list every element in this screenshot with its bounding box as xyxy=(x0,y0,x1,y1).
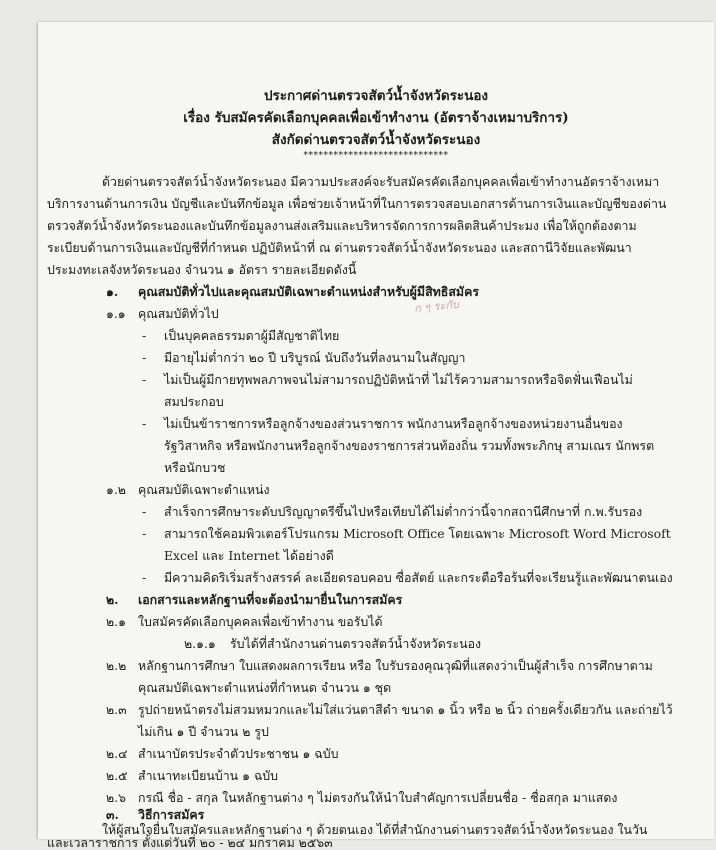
item-number: ๒.๖ xyxy=(106,790,126,805)
list-item: ไม่เป็นผู้มีกายทุพพลภาพจนไม่สามารถปฏิบัติหน้าที่ ไม่ไร้ความสามารถหรือจิตฟั่นเฟือนไม่ xyxy=(164,372,633,387)
item-text: ใบสมัครคัดเลือกบุคคลเพื่อเข้าทำงาน ขอรับได้ xyxy=(138,614,383,629)
item-text: รูปถ่ายหน้าตรงไม่สวมหมวกและไม่ใส่แว่นตาสีดำ ขนาด ๑ นิ้ว หรือ ๒ นิ้ว ถ่ายครั้งเดียวกัน และถ่ายไว้ xyxy=(138,702,673,717)
faint-stamp-mark: ก ๆ ระกับ xyxy=(413,297,460,316)
item-text: รับได้ที่สำนักงานด่านตรวจสัตว์น้ำจังหวัดระนอง xyxy=(230,636,482,651)
section-2-title: เอกสารและหลักฐานที่จะต้องนำมายื่นในการสมัคร xyxy=(138,592,403,607)
item-text: หลักฐานการศึกษา ใบแสดงผลการเรียน หรือ ใบรับรองคุณวุฒิที่แสดงว่าเป็นผู้สำเร็จ การศึกษาตาม xyxy=(138,658,653,673)
list-item: เป็นบุคคลธรรมดาผู้มีสัญชาติไทย xyxy=(164,328,340,343)
item-text: กรณี ชื่อ - สกุล ในหลักฐานต่าง ๆ ไม่ตรงกันให้นำใบสำคัญการเปลี่ยนชื่อ - ชื่อสกุล มาแสดง xyxy=(138,790,618,805)
list-item: สามารถใช้คอมพิวเตอร์โปรแกรม Microsoft Office โดยเฉพาะ Microsoft Word Microsoft xyxy=(164,526,671,541)
list-item: สำเร็จการศึกษาระดับปริญญาตรีขึ้นไปหรือเทียบได้ไม่ต่ำกว่านี้จากสถานีศึกษาที่ ก.พ.รับรอง xyxy=(164,504,643,519)
bullet-dash: - xyxy=(142,416,147,431)
doc-subject: เรื่อง รับสมัครคัดเลือกบุคคลเพื่อเข้าทำงาน (อัตราจ้างเหมาบริการ) xyxy=(183,110,569,126)
item-number: ๒.๑.๑ xyxy=(184,636,216,651)
document-page xyxy=(38,22,714,850)
doc-affiliation: สังกัดด่านตรวจสัตว์น้ำจังหวัดระนอง xyxy=(271,132,481,148)
body-line: ให้ผู้สนใจยื่นใบสมัครและหลักฐานต่าง ๆ ด้วยตนเอง ได้ที่สำนักงานด่านตรวจสัตว์น้ำจังหวัดระนอง ในวัน xyxy=(102,822,648,837)
intro-line: ตรวจสัตว์น้ำจังหวัดระนองและบันทึกข้อมูลงานส่งเสริมและบริหารจัดการการผลิตสินค้าประมง เพื่อให้ถูกต้องตาม xyxy=(47,218,637,233)
body-line: และเวลาราชการ ตั้งแต่วันที่ ๒๐ - ๒๔ มกราคม ๒๕๖๓ xyxy=(47,835,333,850)
doc-title: ประกาศด่านตรวจสัตว์น้ำจังหวัดระนอง xyxy=(263,88,489,104)
list-item: มีความคิดริเริ่มสร้างสรรค์ ละเอียดรอบคอบ ซื่อสัตย์ และกระตือรือร้นที่จะเรียนรู้และพัฒนาตนเอง xyxy=(164,570,673,585)
list-item: ไม่เป็นข้าราชการหรือลูกจ้างของส่วนราชการ พนักงานหรือลูกจ้างของหน่วยงานอื่นของ xyxy=(164,416,623,431)
bullet-dash: - xyxy=(142,350,147,365)
list-item-cont: Excel และ Internet ได้อย่างดี xyxy=(164,548,334,563)
item-number: ๒.๔ xyxy=(106,746,128,761)
item-text-cont: คุณสมบัติเฉพาะตำแหน่งที่กำหนด จำนวน ๑ ชุด xyxy=(138,680,392,695)
sub-1-1-number: ๑.๑ xyxy=(106,306,126,321)
item-number: ๒.๓ xyxy=(106,702,127,717)
intro-line: บริการงานด้านการเงิน บัญชีและบันทึกข้อมูล เพื่อช่วยเจ้าหน้าที่ในการตรวจสอบเอกสารด้านการเงินและบัญชีของด่าน xyxy=(47,196,667,211)
list-item: มีอายุไม่ต่ำกว่า ๒๐ ปี บริบูรณ์ นับถึงวันที่ลงนามในสัญญา xyxy=(164,350,466,365)
list-item-cont: รัฐวิสาหกิจ หรือพนักงานหรือลูกจ้างของราชการส่วนท้องถิ่น รวมทั้งพระภิกษุ สามเณร นักพรต xyxy=(164,438,655,453)
section-1-number: ๑. xyxy=(106,284,119,299)
separator-stars: ***************************** xyxy=(303,151,449,161)
section-2-number: ๒. xyxy=(106,592,119,607)
list-item-cont: หรือนักบวช xyxy=(164,460,226,475)
bullet-dash: - xyxy=(142,570,147,585)
bullet-dash: - xyxy=(142,526,147,541)
section-3-number: ๓. xyxy=(106,807,119,822)
item-text: สำเนาบัตรประจำตัวประชาชน ๑ ฉบับ xyxy=(138,746,339,761)
bullet-dash: - xyxy=(142,504,147,519)
item-number: ๒.๕ xyxy=(106,768,128,783)
item-number: ๒.๑ xyxy=(106,614,126,629)
intro-line: ประมงทะเลจังหวัดระนอง จำนวน ๑ อัตรา รายละเอียดดังนี้ xyxy=(47,262,357,277)
list-item-cont: สมประกอบ xyxy=(164,394,224,409)
bullet-dash: - xyxy=(142,328,147,343)
sub-1-2-number: ๑.๒ xyxy=(106,482,126,497)
bullet-dash: - xyxy=(142,372,147,387)
intro-line: ระเบียบด้านการเงินและบัญชีที่กำหนด ปฏิบัติหน้าที่ ณ ด่านตรวจสัตว์น้ำจังหวัดระนอง และสถานีวิจัยและพัฒนา xyxy=(47,240,632,255)
item-text-cont: ไม่เกิน ๑ ปี จำนวน ๒ รูป xyxy=(138,724,269,739)
sub-1-2-title: คุณสมบัติเฉพาะตำแหน่ง xyxy=(138,482,270,497)
section-1-title: คุณสมบัติทั่วไปและคุณสมบัติเฉพาะตำแหน่งสำหรับผู้มีสิทธิสมัคร xyxy=(138,284,480,299)
sub-1-1-title: คุณสมบัติทั่วไป xyxy=(138,306,219,321)
item-number: ๒.๒ xyxy=(106,658,127,673)
item-text: สำเนาทะเบียนบ้าน ๑ ฉบับ xyxy=(138,768,279,783)
section-3-title: วิธีการสมัคร xyxy=(138,807,205,822)
intro-line: ด้วยด่านตรวจสัตว์น้ำจังหวัดระนอง มีความประสงค์จะรับสมัครคัดเลือกบุคคลเพื่อเข้าทำงานอัตราจ้างเหมา xyxy=(102,174,660,189)
